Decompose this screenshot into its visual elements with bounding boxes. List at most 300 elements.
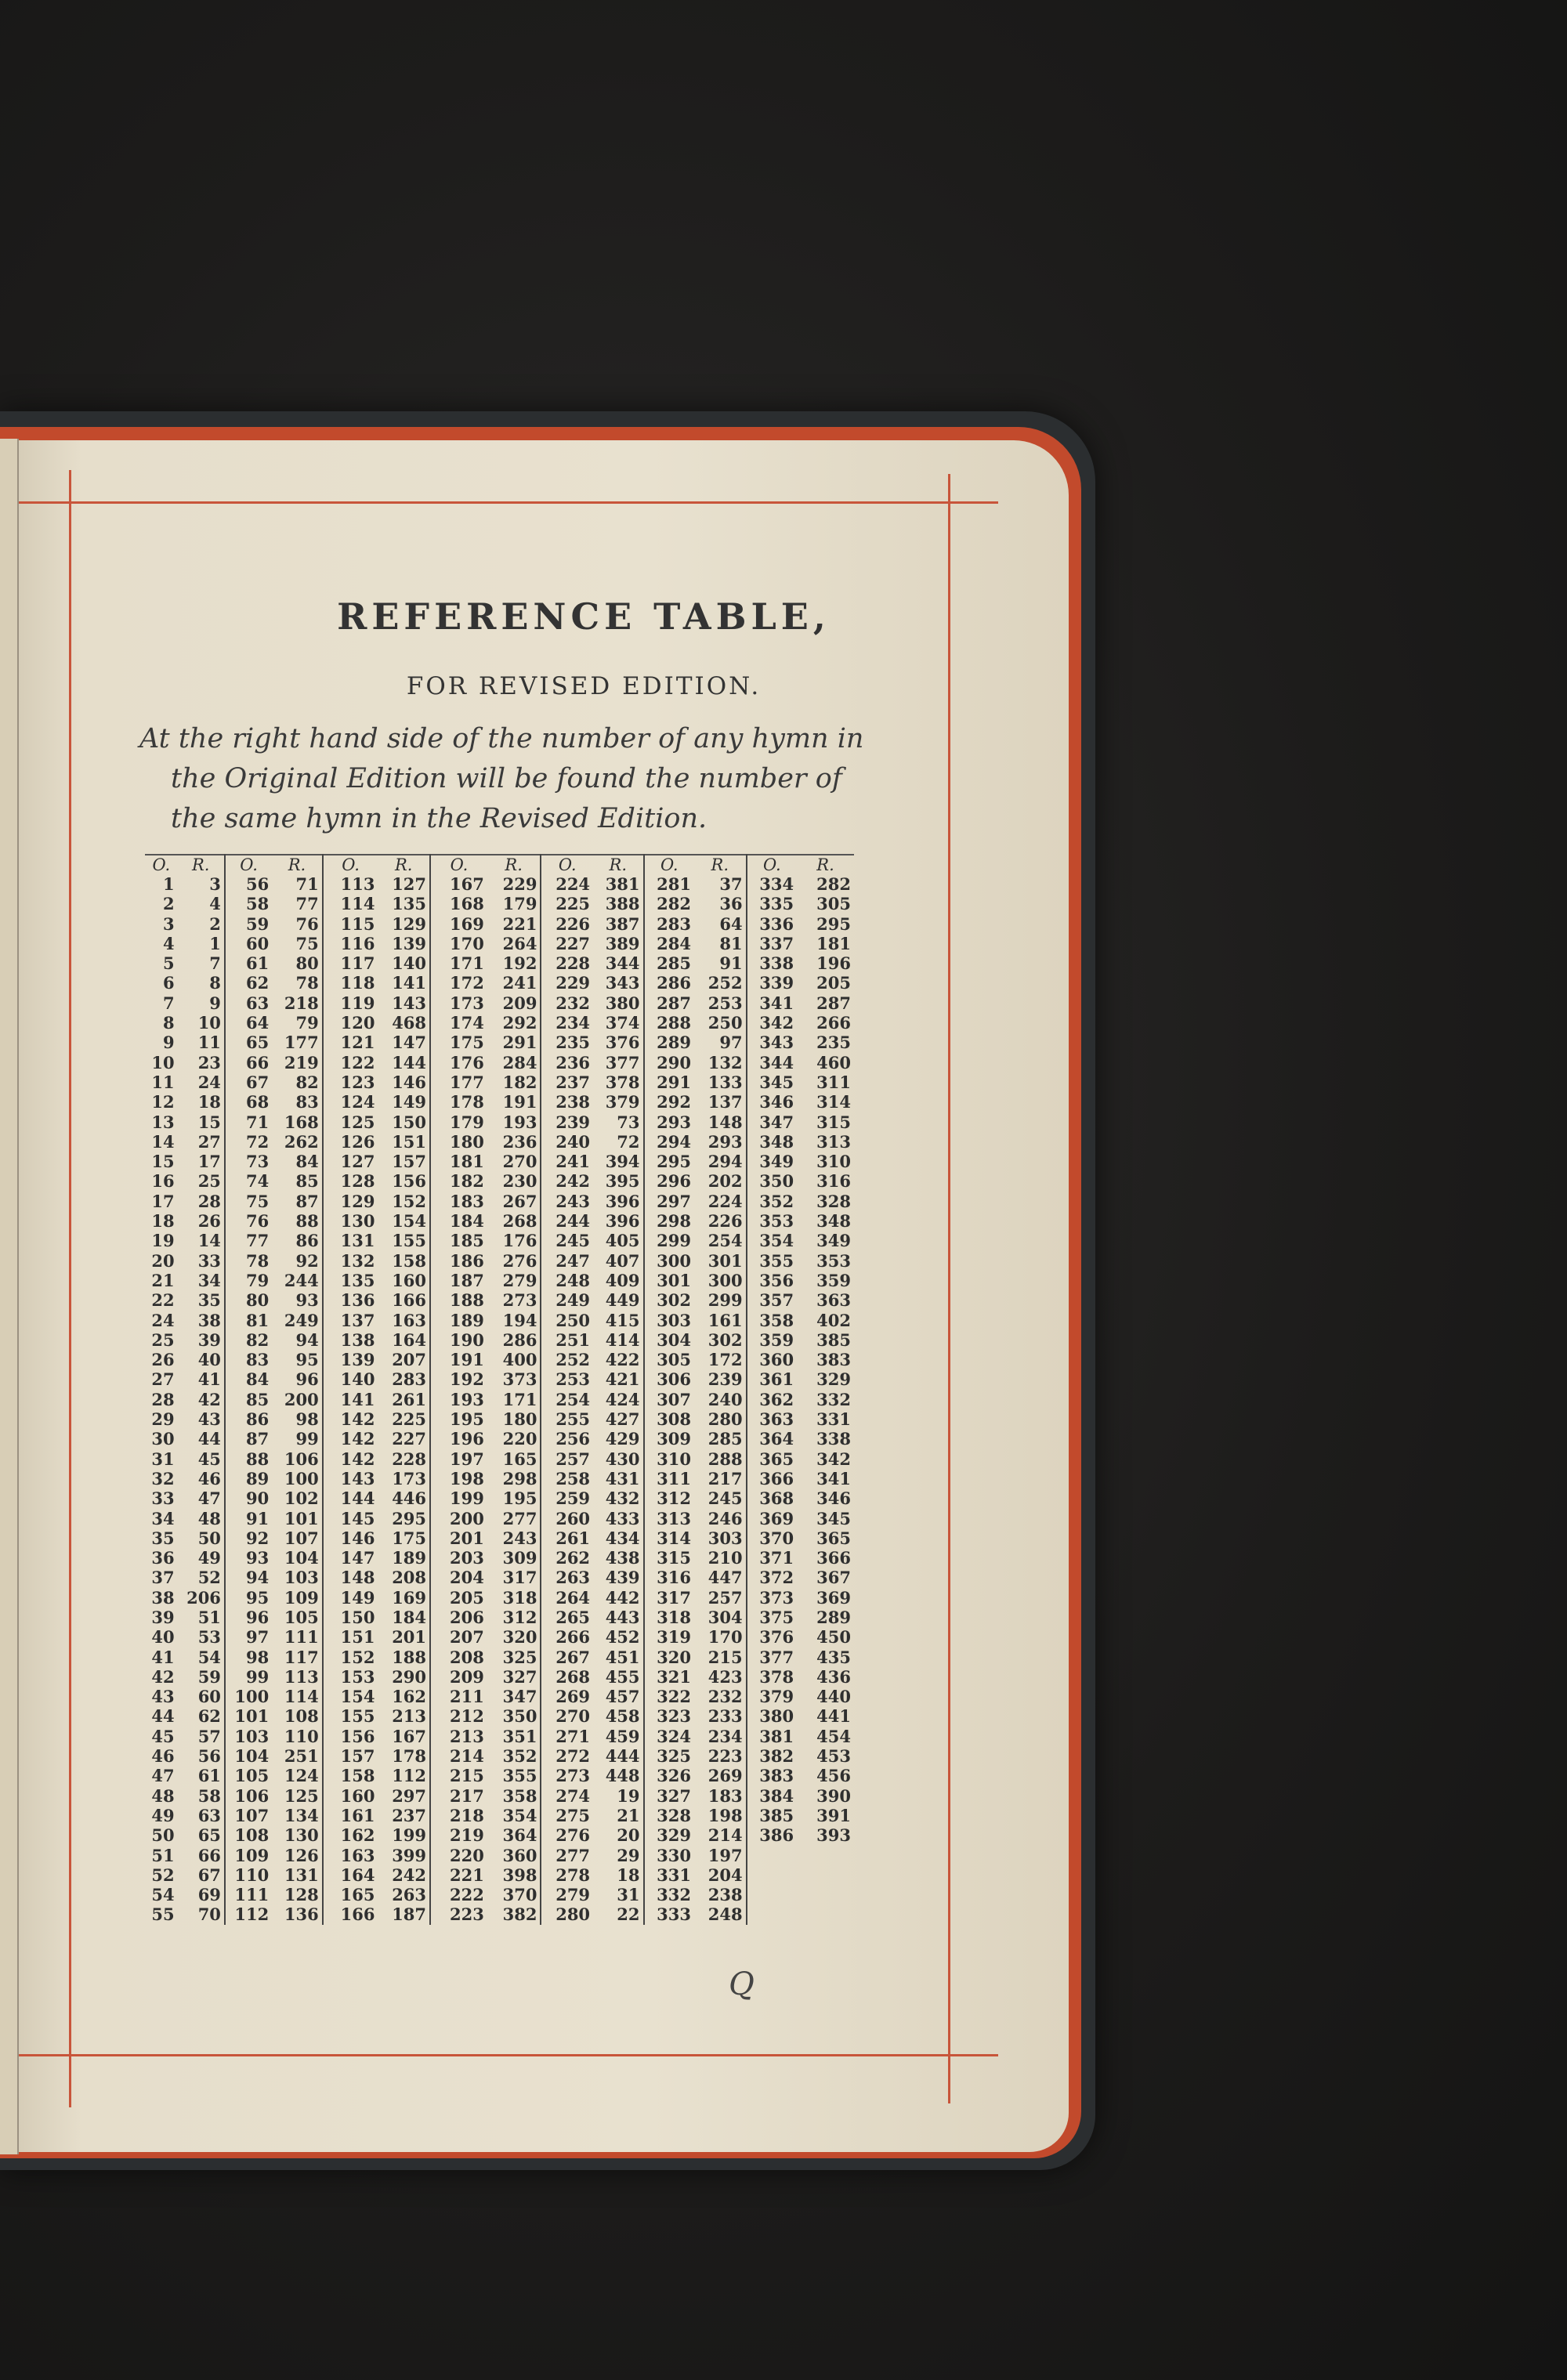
header-revised: R. (272, 855, 322, 874)
original-number-cell: 9 (162, 1033, 175, 1053)
revised-number-cell: 92 (272, 1251, 322, 1271)
revised-number-cell: 439 (593, 1568, 643, 1587)
revised-number-cell: 128 (272, 1885, 322, 1904)
table-row (145, 1865, 854, 1885)
revised-number-cell: 65 (178, 1825, 225, 1845)
original-number-cell: 41 (151, 1647, 175, 1667)
original-number-cell: 142 (340, 1449, 375, 1469)
original-number-cell: 142 (340, 1409, 375, 1430)
revised-number-cell: 249 (272, 1311, 322, 1330)
revised-number-cell: 173 (378, 1469, 430, 1488)
original-number-cell: 286 (657, 973, 692, 993)
original-number-cell: 161 (340, 1805, 375, 1825)
original-number-cell: 208 (450, 1647, 484, 1667)
original-number-cell: 301 (657, 1270, 692, 1290)
revised-number-cell: 125 (272, 1786, 322, 1806)
revised-number-cell: 2 (178, 914, 225, 934)
original-number-cell: 205 (450, 1587, 484, 1608)
revised-number-cell: 239 (694, 1369, 747, 1389)
original-number-cell: 120 (340, 1013, 375, 1033)
revised-number-cell: 363 (816, 1290, 851, 1311)
revised-number-cell: 7 (178, 953, 225, 973)
table-row (145, 1509, 854, 1528)
revised-number-cell: 257 (694, 1588, 747, 1608)
original-number-cell: 237 (556, 1072, 591, 1092)
table-row (145, 1053, 854, 1072)
original-number-cell: 224 (556, 874, 591, 894)
revised-number-cell: 86 (272, 1231, 322, 1250)
revised-number-cell: 8 (178, 973, 225, 993)
revised-number-cell: 293 (694, 1132, 747, 1152)
original-number-cell: 267 (556, 1647, 591, 1667)
table-row (145, 1132, 854, 1152)
revised-number-cell: 242 (378, 1865, 430, 1885)
revised-number-cell: 210 (694, 1548, 747, 1568)
revised-number-cell: 152 (378, 1192, 430, 1211)
revised-number-cell: 184 (378, 1608, 430, 1627)
revised-number-cell: 430 (593, 1449, 643, 1469)
table-row (145, 1429, 854, 1449)
left-page-edge (0, 439, 19, 2154)
original-number-cell: 165 (340, 1885, 375, 1905)
original-number-cell: 211 (450, 1687, 484, 1707)
revised-number-cell: 104 (272, 1548, 322, 1568)
revised-number-cell: 24 (178, 1072, 225, 1092)
original-number-cell: 164 (340, 1865, 375, 1885)
original-number-cell: 381 (759, 1726, 794, 1746)
original-number-cell: 313 (657, 1508, 692, 1528)
original-number-cell: 167 (450, 874, 484, 894)
revised-number-cell: 345 (816, 1508, 851, 1528)
original-number-cell: 156 (340, 1726, 375, 1746)
original-number-cell: 87 (246, 1429, 270, 1449)
original-number-cell: 67 (246, 1072, 270, 1092)
original-number-cell: 250 (556, 1310, 591, 1330)
revised-number-cell: 165 (487, 1449, 541, 1469)
original-number-cell: 177 (450, 1072, 484, 1092)
revised-number-cell: 48 (178, 1509, 225, 1528)
revised-number-cell: 314 (816, 1092, 851, 1112)
revised-number-cell (797, 1904, 854, 1924)
original-number-cell: 200 (450, 1508, 484, 1528)
revised-number-cell: 60 (178, 1687, 225, 1706)
original-number-cell: 38 (151, 1587, 175, 1608)
original-number-cell: 337 (759, 933, 794, 953)
original-number-cell: 369 (759, 1508, 794, 1528)
revised-number-cell: 62 (178, 1706, 225, 1726)
original-number-cell: 176 (450, 1052, 484, 1072)
original-number-cell: 304 (657, 1329, 692, 1350)
header-original: O. (747, 855, 797, 874)
revised-number-cell: 277 (487, 1509, 541, 1528)
revised-number-cell: 148 (694, 1112, 747, 1132)
revised-number-cell: 177 (272, 1033, 322, 1052)
original-number-cell: 170 (450, 933, 484, 953)
original-number-cell: 4 (162, 933, 175, 953)
revised-number-cell: 224 (694, 1192, 747, 1211)
original-number-cell: 83 (246, 1350, 270, 1370)
original-number-cell: 307 (657, 1389, 692, 1409)
revised-number-cell: 77 (272, 894, 322, 913)
revised-number-cell: 396 (593, 1211, 643, 1231)
revised-number-cell: 149 (378, 1092, 430, 1112)
original-number-cell: 272 (556, 1746, 591, 1767)
table-row (145, 1766, 854, 1785)
revised-number-cell: 285 (694, 1429, 747, 1449)
table-row (145, 1350, 854, 1369)
original-number-cell: 225 (556, 894, 591, 914)
revised-number-cell: 139 (378, 934, 430, 953)
revised-number-cell: 331 (816, 1409, 851, 1430)
original-number-cell: 263 (556, 1568, 591, 1588)
original-number-cell: 50 (151, 1825, 175, 1846)
original-number-cell: 214 (450, 1746, 484, 1767)
revised-number-cell: 108 (272, 1706, 322, 1726)
original-number-cell: 2 (162, 894, 175, 914)
revised-number-cell: 73 (593, 1112, 643, 1132)
revised-number-cell: 377 (593, 1053, 643, 1072)
revised-number-cell: 347 (487, 1687, 541, 1706)
original-number-cell: 289 (657, 1033, 692, 1053)
original-number-cell: 47 (151, 1766, 175, 1786)
original-number-cell: 123 (340, 1072, 375, 1092)
original-number-cell: 77 (246, 1231, 270, 1251)
revised-number-cell: 284 (487, 1053, 541, 1072)
revised-number-cell: 455 (593, 1667, 643, 1687)
revised-number-cell: 282 (816, 874, 851, 894)
original-number-cell: 276 (556, 1825, 591, 1846)
revised-number-cell: 353 (816, 1250, 851, 1271)
revised-number-cell: 180 (487, 1409, 541, 1429)
original-number-cell: 60 (246, 933, 270, 953)
revised-number-cell (797, 1846, 854, 1865)
revised-number-cell: 17 (178, 1152, 225, 1171)
original-number-cell: 149 (340, 1587, 375, 1608)
page-subtitle: FOR REVISED EDITION. (406, 672, 762, 700)
original-number-cell: 320 (657, 1647, 692, 1667)
revised-number-cell: 56 (178, 1746, 225, 1766)
original-number-cell: 71 (246, 1112, 270, 1132)
revised-number-cell: 450 (816, 1627, 851, 1648)
original-number-cell: 196 (450, 1429, 484, 1449)
revised-number-cell: 379 (593, 1092, 643, 1112)
revised-number-cell: 250 (694, 1013, 747, 1033)
original-number-cell: 28 (151, 1389, 175, 1409)
original-number-cell: 217 (450, 1785, 484, 1806)
original-number-cell: 119 (340, 993, 375, 1013)
header-original: O. (430, 855, 487, 874)
table-row (145, 1727, 854, 1746)
original-number-cell: 58 (246, 894, 270, 914)
original-number-cell: 76 (246, 1211, 270, 1232)
original-number-cell: 361 (759, 1369, 794, 1390)
revised-number-cell: 240 (694, 1390, 747, 1409)
original-number-cell: 274 (556, 1785, 591, 1806)
revised-number-cell: 432 (593, 1488, 643, 1508)
original-number-cell: 345 (759, 1072, 794, 1092)
original-number-cell: 49 (151, 1805, 175, 1825)
revised-number-cell: 172 (694, 1350, 747, 1369)
revised-number-cell: 135 (378, 894, 430, 913)
revised-number-cell: 229 (487, 874, 541, 894)
original-number-cell: 192 (450, 1369, 484, 1390)
reference-table (145, 854, 854, 1925)
revised-number-cell: 143 (378, 993, 430, 1013)
original-number-cell: 255 (556, 1409, 591, 1430)
revised-number-cell: 200 (272, 1390, 322, 1409)
original-number-cell: 112 (234, 1904, 270, 1925)
revised-number-cell: 168 (272, 1112, 322, 1132)
original-number-cell: 316 (657, 1568, 692, 1588)
revised-number-cell: 329 (816, 1369, 851, 1390)
original-number-cell: 44 (151, 1706, 175, 1727)
original-number-cell: 24 (151, 1310, 175, 1330)
revised-number-cell: 134 (272, 1806, 322, 1825)
original-number-cell: 169 (450, 913, 484, 934)
original-number-cell: 243 (556, 1191, 591, 1211)
revised-number-cell: 453 (816, 1746, 851, 1767)
original-number-cell: 269 (556, 1687, 591, 1707)
revised-number-cell: 160 (378, 1271, 430, 1290)
original-number-cell: 16 (151, 1171, 175, 1192)
revised-number-cell: 457 (593, 1687, 643, 1706)
revised-number-cell: 37 (694, 874, 747, 894)
original-number-cell: 7 (162, 993, 175, 1013)
revised-number-cell: 369 (816, 1587, 851, 1608)
revised-number-cell: 441 (816, 1706, 851, 1727)
original-number-cell: 118 (340, 973, 375, 993)
revised-number-cell: 69 (178, 1885, 225, 1904)
original-number-cell: 55 (151, 1904, 175, 1925)
revised-number-cell: 262 (272, 1132, 322, 1152)
original-number-cell: 228 (556, 953, 591, 974)
revised-number-cell: 399 (378, 1846, 430, 1865)
original-number-cell: 223 (450, 1904, 484, 1925)
table-row (145, 1528, 854, 1548)
revised-number-cell: 312 (487, 1608, 541, 1627)
revised-number-cell: 133 (694, 1072, 747, 1092)
revised-number-cell: 146 (378, 1072, 430, 1092)
revised-number-cell: 291 (487, 1033, 541, 1052)
original-number-cell: 371 (759, 1548, 794, 1568)
original-number-cell: 96 (246, 1607, 270, 1627)
revised-number-cell: 424 (593, 1390, 643, 1409)
revised-number-cell: 98 (272, 1409, 322, 1429)
original-number-cell: 29 (151, 1409, 175, 1430)
original-number-cell: 183 (450, 1191, 484, 1211)
revised-number-cell: 294 (694, 1152, 747, 1171)
original-number-cell: 94 (246, 1568, 270, 1588)
original-number-cell: 153 (340, 1666, 375, 1687)
original-number-cell: 258 (556, 1468, 591, 1488)
original-number-cell: 45 (151, 1726, 175, 1746)
revised-number-cell: 427 (593, 1409, 643, 1429)
original-number-cell: 124 (340, 1092, 375, 1112)
explanatory-note (139, 719, 868, 839)
original-number-cell: 363 (759, 1409, 794, 1430)
revised-number-cell: 286 (487, 1330, 541, 1350)
original-number-cell: 172 (450, 973, 484, 993)
revised-number-cell: 209 (487, 993, 541, 1013)
original-number-cell: 322 (657, 1687, 692, 1707)
original-number-cell: 334 (759, 874, 794, 894)
original-number-cell: 278 (556, 1865, 591, 1885)
original-number-cell: 26 (151, 1350, 175, 1370)
revised-number-cell: 129 (378, 914, 430, 934)
revised-number-cell: 311 (816, 1072, 851, 1092)
original-number-cell: 270 (556, 1706, 591, 1727)
revised-number-cell: 63 (178, 1806, 225, 1825)
revised-number-cell: 290 (378, 1667, 430, 1687)
original-number-cell: 91 (246, 1508, 270, 1528)
revised-number-cell: 289 (816, 1607, 851, 1627)
revised-number-cell: 163 (378, 1311, 430, 1330)
original-number-cell: 109 (234, 1845, 270, 1865)
revised-number-cell: 81 (694, 934, 747, 953)
revised-number-cell: 248 (694, 1904, 747, 1924)
revised-number-cell: 217 (694, 1469, 747, 1488)
header-revised: R. (178, 855, 225, 874)
revised-number-cell: 297 (378, 1786, 430, 1806)
original-number-cell: 10 (151, 1052, 175, 1072)
original-number-cell: 350 (759, 1171, 794, 1192)
original-number-cell: 182 (450, 1171, 484, 1192)
original-number-cell: 65 (246, 1033, 270, 1053)
original-number-cell: 136 (340, 1290, 375, 1311)
header-revised: R. (797, 855, 854, 874)
table-row (145, 1667, 854, 1687)
table-row (145, 1825, 854, 1845)
original-number-cell: 46 (151, 1746, 175, 1767)
border-rule-right (948, 474, 950, 2103)
revised-number-cell: 325 (487, 1648, 541, 1667)
revised-number-cell: 4 (178, 894, 225, 913)
original-number-cell: 141 (340, 1389, 375, 1409)
original-number-cell: 254 (556, 1389, 591, 1409)
table-row (145, 1687, 854, 1706)
table-row (145, 1152, 854, 1171)
original-number-cell: 213 (450, 1726, 484, 1746)
original-number-cell: 312 (657, 1488, 692, 1509)
table-row (145, 1608, 854, 1627)
original-number-cell: 138 (340, 1329, 375, 1350)
original-number-cell: 145 (340, 1508, 375, 1528)
revised-number-cell: 164 (378, 1330, 430, 1350)
original-number-cell: 1 (162, 874, 175, 894)
table-row (145, 1311, 854, 1330)
revised-number-cell: 234 (694, 1727, 747, 1746)
original-number-cell: 189 (450, 1310, 484, 1330)
revised-number-cell: 389 (593, 934, 643, 953)
revised-number-cell: 26 (178, 1211, 225, 1231)
revised-number-cell: 415 (593, 1311, 643, 1330)
table-row (145, 934, 854, 953)
revised-number-cell: 373 (487, 1369, 541, 1389)
revised-number-cell: 27 (178, 1132, 225, 1152)
revised-number-cell: 80 (272, 953, 322, 973)
original-number-cell: 105 (234, 1766, 270, 1786)
original-number-cell (747, 1865, 797, 1885)
revised-number-cell: 213 (378, 1706, 430, 1726)
original-number-cell: 331 (657, 1865, 692, 1885)
original-number-cell: 121 (340, 1033, 375, 1053)
original-number-cell: 327 (657, 1785, 692, 1806)
original-number-cell: 296 (657, 1171, 692, 1192)
revised-number-cell: 359 (816, 1270, 851, 1290)
revised-number-cell: 395 (593, 1171, 643, 1191)
original-number-cell: 21 (151, 1270, 175, 1290)
original-number-cell: 346 (759, 1092, 794, 1112)
original-number-cell: 191 (450, 1350, 484, 1370)
revised-number-cell: 246 (694, 1509, 747, 1528)
revised-number-cell: 393 (816, 1825, 851, 1846)
revised-number-cell: 51 (178, 1608, 225, 1627)
revised-number-cell: 396 (593, 1192, 643, 1211)
note-line-3: the same hymn in the Revised Edition. (171, 803, 708, 834)
revised-number-cell: 61 (178, 1766, 225, 1785)
original-number-cell: 376 (759, 1627, 794, 1648)
original-number-cell: 36 (151, 1548, 175, 1568)
revised-number-cell: 162 (378, 1687, 430, 1706)
original-number-cell: 305 (657, 1350, 692, 1370)
original-number-cell: 122 (340, 1052, 375, 1072)
revised-number-cell: 344 (593, 953, 643, 973)
original-number-cell: 113 (340, 874, 375, 894)
original-number-cell: 89 (246, 1468, 270, 1488)
table-row (145, 1211, 854, 1231)
revised-number-cell: 151 (378, 1132, 430, 1152)
original-number-cell: 339 (759, 973, 794, 993)
revised-number-cell: 53 (178, 1627, 225, 1647)
revised-number-cell: 154 (378, 1211, 430, 1231)
original-number-cell: 277 (556, 1845, 591, 1865)
revised-number-cell: 46 (178, 1469, 225, 1488)
original-number-cell: 265 (556, 1607, 591, 1627)
revised-number-cell: 351 (487, 1727, 541, 1746)
revised-number-cell: 332 (816, 1389, 851, 1409)
revised-number-cell: 131 (272, 1865, 322, 1885)
revised-number-cell: 187 (378, 1904, 430, 1924)
original-number-cell: 203 (450, 1548, 484, 1568)
original-number-cell: 66 (246, 1052, 270, 1072)
revised-number-cell: 254 (694, 1231, 747, 1250)
original-number-cell: 238 (556, 1092, 591, 1112)
revised-number-cell: 320 (487, 1627, 541, 1647)
original-number-cell: 323 (657, 1706, 692, 1727)
revised-number-cell: 158 (378, 1251, 430, 1271)
revised-number-cell: 38 (178, 1311, 225, 1330)
original-number-cell: 335 (759, 894, 794, 914)
table-row (145, 993, 854, 1013)
revised-number-cell: 127 (378, 874, 430, 894)
revised-number-cell: 169 (378, 1588, 430, 1608)
original-number-cell: 385 (759, 1805, 794, 1825)
revised-number-cell: 245 (694, 1488, 747, 1508)
revised-number-cell: 225 (378, 1409, 430, 1429)
revised-number-cell: 215 (694, 1648, 747, 1667)
revised-number-cell: 87 (272, 1192, 322, 1211)
original-number-cell: 18 (151, 1211, 175, 1232)
revised-number-cell: 458 (593, 1706, 643, 1726)
original-number-cell: 366 (759, 1468, 794, 1488)
revised-number-cell (797, 1865, 854, 1885)
revised-number-cell: 244 (272, 1271, 322, 1290)
revised-number-cell: 264 (487, 934, 541, 953)
revised-number-cell: 309 (487, 1548, 541, 1568)
table-row (145, 1033, 854, 1052)
revised-number-cell: 144 (378, 1053, 430, 1072)
original-number-cell: 48 (151, 1785, 175, 1806)
